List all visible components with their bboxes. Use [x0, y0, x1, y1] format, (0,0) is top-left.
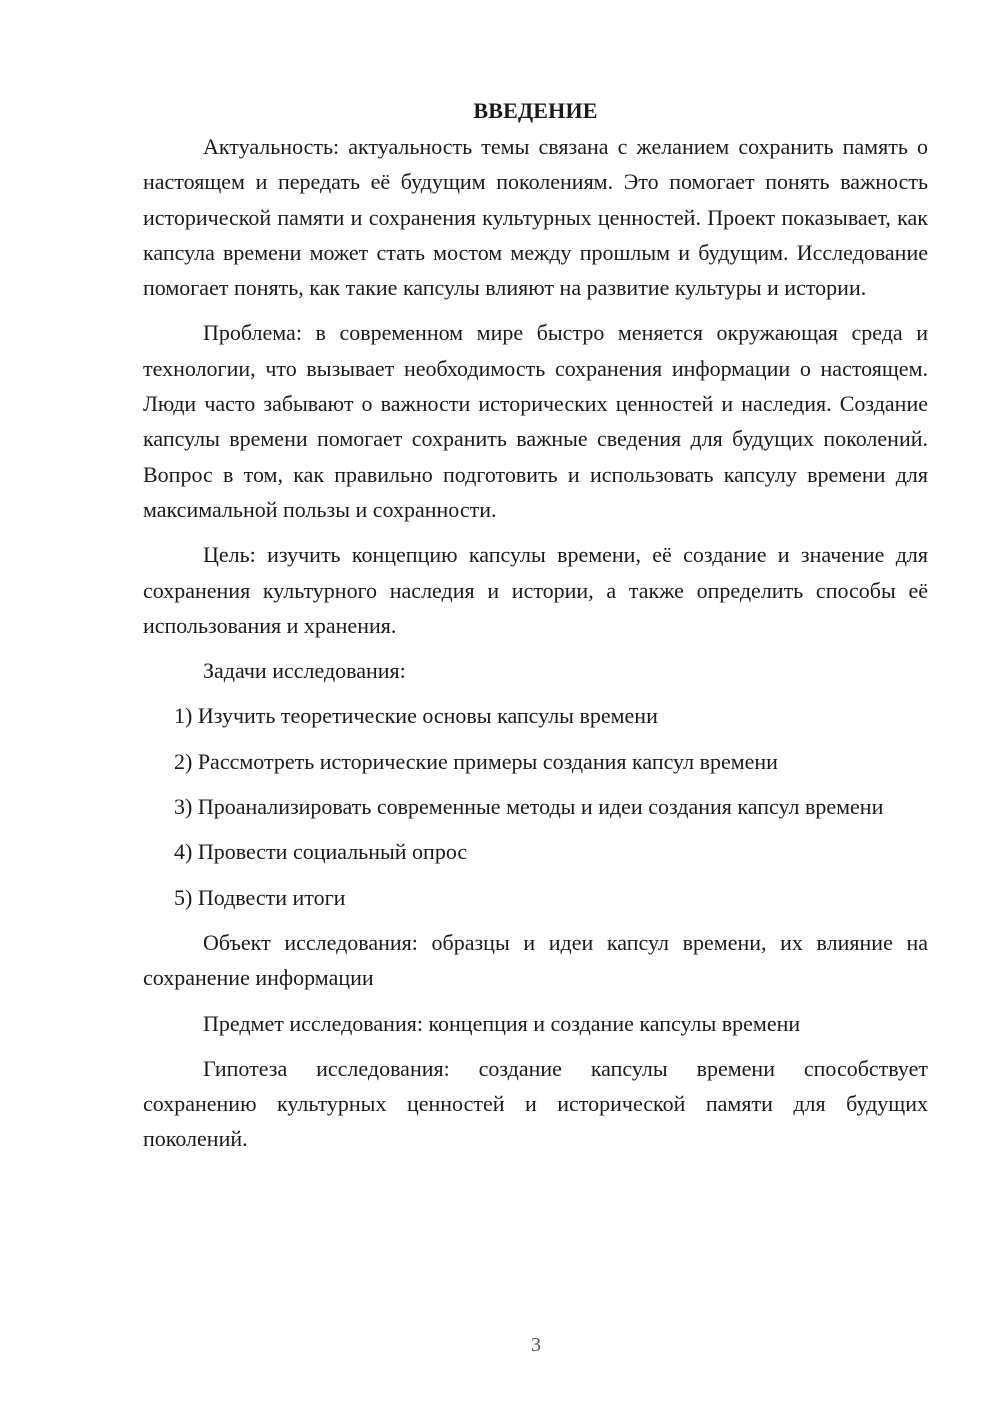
task-item: 3) Проанализировать современные методы и идеи создания капсул времени [174, 794, 884, 820]
paragraph-problem: Проблема: в современном мире быстро меняется окружающая среда и технологии, что вызывает необходимость сохранения информации о настоящем. Люди часто забывают о важности исторических ценностей и наследия. Создание капсулы времени помогает сохранить важные сведения для будущих поколений. Вопрос в том, как правильно подготовить и использовать капсулу времени для максимальной пользы и сохранности. [143, 320, 928, 522]
section-title: ВВЕДЕНИЕ [473, 98, 598, 123]
task-item: 4) Провести социальный опрос [174, 839, 468, 865]
paragraph-relevance: Актуальность: актуальность темы связана с желанием сохранить память о настоящем и передать её будущим поколениям. Это помогает понять важность исторической памяти и сохранения культурных ценностей. Проект показывает, как капсула времени может стать мостом между прошлым и будущим. Исследование помогает понять, как такие капсулы влияют на развитие культуры и истории. [143, 134, 928, 301]
task-item: 5) Подвести итоги [174, 884, 346, 910]
tasks-list [143, 698, 928, 914]
paragraph-goal: Цель: изучить концепцию капсулы времени, её создание и значение для сохранения культурного наследия и истории, а также определить способы её использования и хранения. [143, 542, 928, 638]
task-item: 2) Рассмотреть исторические примеры создания капсул времени [174, 748, 778, 774]
tasks-heading: Задачи исследования: [203, 658, 406, 684]
page-content [143, 93, 928, 1167]
page-number: 3 [531, 1334, 541, 1356]
paragraph-subject: Предмет исследования: концепция и создание капсулы времени [203, 1010, 801, 1036]
task-item: 1) Изучить теоретические основы капсулы времени [174, 703, 658, 729]
paragraph-hypothesis: Гипотеза исследования: создание капсулы времени способствует сохранению культурных ценностей и исторической памяти для будущих поколений. [143, 1055, 928, 1152]
paragraph-object: Объект исследования: образцы и идеи капсул времени, их влияние на сохранение информации [143, 929, 928, 991]
